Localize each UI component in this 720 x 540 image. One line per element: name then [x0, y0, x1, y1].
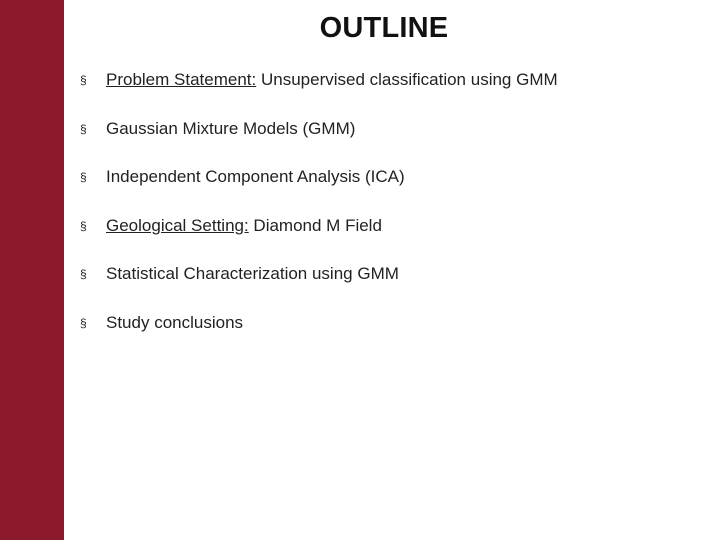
bullet-body: Study conclusions [106, 312, 244, 332]
bullet-label-underlined: Problem Statement: [106, 70, 257, 89]
bullet-marker-icon: § [80, 267, 87, 281]
bullet-text [106, 214, 382, 238]
bullet-body: Statistical Characterization using GMM [106, 264, 399, 283]
bullet-text [106, 262, 399, 286]
bullet-text [106, 311, 243, 335]
bullet-marker-icon: § [80, 218, 87, 233]
bullet-text [106, 165, 405, 189]
bullet-label-underlined: Geological Setting: [106, 215, 249, 235]
bullet-text [106, 117, 355, 141]
bullet-body: Independent Component Analysis (ICA) [106, 167, 405, 186]
side-accent-bar [0, 0, 64, 540]
bullet-marker-icon: § [80, 73, 87, 87]
bullet-marker-icon: § [80, 121, 87, 136]
bullet-body: Gaussian Mixture Models (GMM) [106, 118, 356, 138]
bullet-body: Diamond M Field [248, 215, 382, 235]
bullet-text [106, 68, 558, 92]
bullet-body: Unsupervised classification using GMM [256, 70, 558, 89]
slide-title: OUTLINE [319, 12, 449, 44]
bullet-marker-icon: § [80, 315, 87, 330]
bullet-marker-icon: § [80, 170, 87, 184]
